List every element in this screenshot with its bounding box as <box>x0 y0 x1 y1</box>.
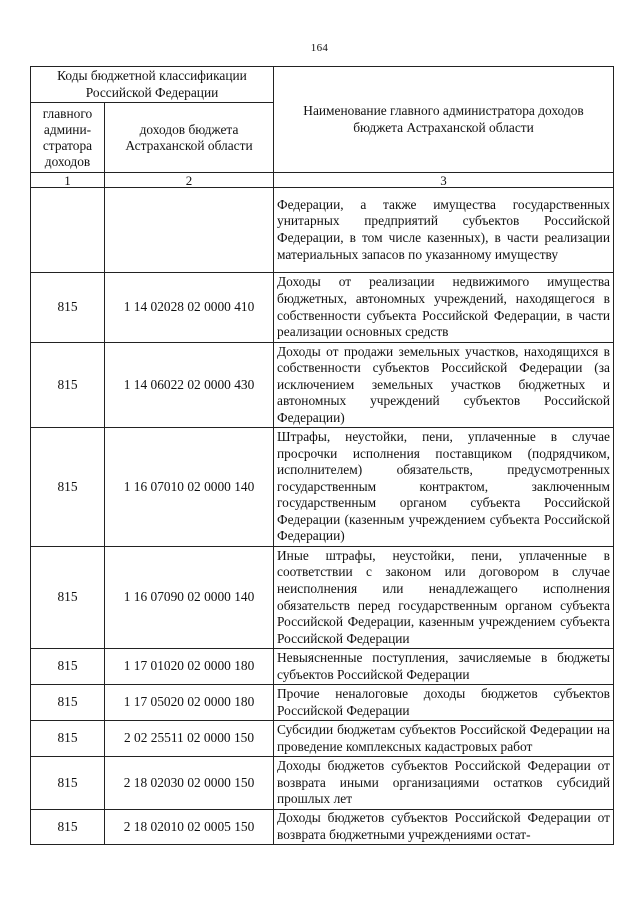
revenue-name-cell: Доходы от реализации недвижимого имущества бюджетных, автономных учреждений, находящегося в собственности субъекта Российской Федерации, в части реализации основных средств <box>274 273 614 343</box>
table-row <box>31 188 614 273</box>
revenue-name-cell: Субсидии бюджетам субъектов Российской Федерации на проведение комплексных кадастровых работ <box>274 721 614 757</box>
header-revenue-code: доходов бюджета Астраханской области <box>105 103 274 173</box>
revenue-code-cell: 2 18 02030 02 0000 150 <box>105 757 274 810</box>
revenue-name-cell: Невыясненные поступления, зачисляемые в бюджеты субъектов Российской Федерации <box>274 649 614 685</box>
admin-code-cell: 815 <box>31 721 105 757</box>
admin-code-cell: 815 <box>31 810 105 845</box>
table-row <box>31 273 614 343</box>
column-number-2: 2 <box>105 173 274 188</box>
table-row <box>31 428 614 547</box>
header-classification-codes: Коды бюджетной классификации Российской Федерации <box>31 67 274 103</box>
revenue-name-cell: Доходы от продажи земельных участков, находящихся в собственности субъектов Российской Федерации (за исключением земельных участков бюджетных и автономных учреждений субъектов Российской Федерации) <box>274 343 614 428</box>
revenue-name-cell: Федерации, а также имущества государственных унитарных предприятий субъектов Российской Федерации, в том числе казенных), в части реализации материальных запасов по указанному имуществу <box>274 188 614 273</box>
revenue-name-cell: Штрафы, неустойки, пени, уплаченные в случае просрочки исполнения поставщиком (подрядчиком, исполнителем) обязательств, предусмотренных государственным контрактом, заключенным государственным органом субъекта Российской Федерации (казенным учреждением субъекта Российской Федерации) <box>274 428 614 547</box>
admin-code-cell: 815 <box>31 273 105 343</box>
page-number: 164 <box>310 42 329 54</box>
table-row <box>31 649 614 685</box>
revenue-name-cell: Доходы бюджетов субъектов Российской Федерации от возврата бюджетными учреждениями остат- <box>274 810 614 845</box>
revenue-code-cell: 1 14 06022 02 0000 430 <box>105 343 274 428</box>
admin-code-cell <box>31 188 105 273</box>
revenue-code-cell: 1 16 07090 02 0000 140 <box>105 547 274 649</box>
budget-classification-table <box>30 66 614 845</box>
revenue-code-cell: 1 17 01020 02 0000 180 <box>105 649 274 685</box>
revenue-code-cell: 2 02 25511 02 0000 150 <box>105 721 274 757</box>
revenue-name-cell: Доходы бюджетов субъектов Российской Федерации от возврата иными организациями остатков субсидий прошлых лет <box>274 757 614 810</box>
revenue-code-cell: 1 17 05020 02 0000 180 <box>105 685 274 721</box>
table-row <box>31 343 614 428</box>
revenue-code-cell: 1 16 07010 02 0000 140 <box>105 428 274 547</box>
header-chief-administrator: главного админи-стратора доходов <box>31 103 105 173</box>
column-number-3: 3 <box>274 173 614 188</box>
admin-code-cell: 815 <box>31 757 105 810</box>
admin-code-cell: 815 <box>31 547 105 649</box>
revenue-name-cell: Прочие неналоговые доходы бюджетов субъектов Российской Федерации <box>274 685 614 721</box>
admin-code-cell: 815 <box>31 428 105 547</box>
admin-code-cell: 815 <box>31 685 105 721</box>
table-row <box>31 810 614 845</box>
table-row <box>31 685 614 721</box>
revenue-name-cell: Иные штрафы, неустойки, пени, уплаченные в соответствии с законом или договором в случае неисполнения или ненадлежащего исполнения обязательств перед государственным органом субъекта Российской Федерации, казенным учреждением субъекта Российской Федерации <box>274 547 614 649</box>
revenue-code-cell: 1 14 02028 02 0000 410 <box>105 273 274 343</box>
column-number-1: 1 <box>31 173 105 188</box>
table-row <box>31 547 614 649</box>
revenue-code-cell: 2 18 02010 02 0005 150 <box>105 810 274 845</box>
admin-code-cell: 815 <box>31 649 105 685</box>
header-administrator-name: Наименование главного администратора доходов бюджета Астраханской области <box>274 67 614 173</box>
table-row <box>31 721 614 757</box>
revenue-code-cell <box>105 188 274 273</box>
table-row <box>31 757 614 810</box>
admin-code-cell: 815 <box>31 343 105 428</box>
